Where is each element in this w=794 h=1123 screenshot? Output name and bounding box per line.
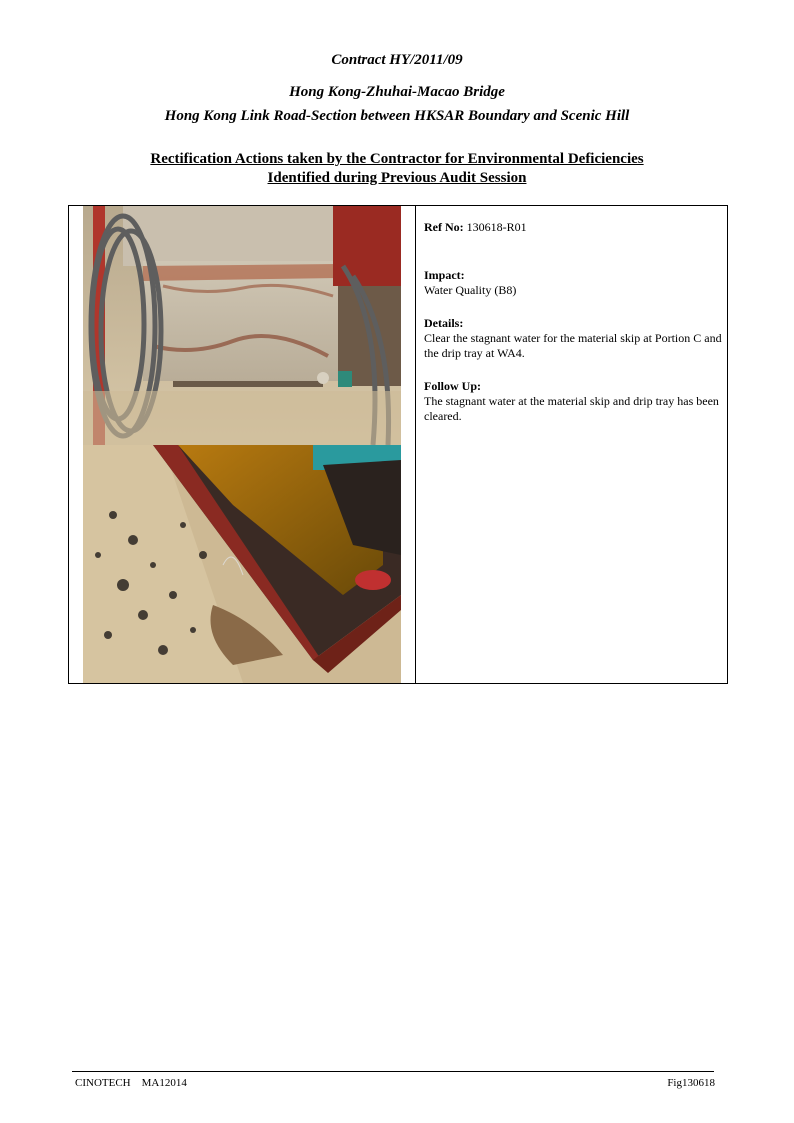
contract-number: Contract HY/2011/09 <box>331 52 463 68</box>
document-title-line2: Identified during Previous Audit Session <box>267 170 527 186</box>
rectification-table <box>68 205 728 684</box>
ref-block <box>424 220 724 235</box>
impact-label: Impact: <box>424 268 465 282</box>
photo-material-skip-image <box>83 206 401 445</box>
record-details <box>424 220 724 442</box>
followup-block <box>424 379 724 424</box>
photo-drip-tray-image <box>83 445 401 683</box>
footer-figure-number: Fig130618 <box>667 1077 715 1089</box>
footer-left <box>75 1077 187 1089</box>
followup-value: The stagnant water at the material skip and drip tray has been cleared. <box>424 394 719 423</box>
impact-block <box>424 268 724 298</box>
details-value: Clear the stagnant water for the material skip at Portion C and the drip tray at WA4. <box>424 331 722 360</box>
ref-label: Ref No: <box>424 220 464 234</box>
photo-cell <box>69 206 416 683</box>
footer-company: CINOTECH <box>75 1077 131 1089</box>
project-section: Hong Kong Link Road-Section between HKSAR Boundary and Scenic Hill <box>164 108 630 124</box>
project-name: Hong Kong-Zhuhai-Macao Bridge <box>289 84 505 100</box>
impact-value: Water Quality (B8) <box>424 283 517 297</box>
details-label: Details: <box>424 316 464 330</box>
details-block <box>424 316 724 361</box>
footer-doc-number: MA12014 <box>141 1077 187 1089</box>
photo-material-skip <box>83 206 401 445</box>
footer-divider <box>72 1071 714 1072</box>
photo-drip-tray <box>83 445 401 683</box>
followup-label: Follow Up: <box>424 379 481 393</box>
ref-value: 130618-R01 <box>466 220 527 234</box>
document-title-line1: Rectification Actions taken by the Contractor for Environmental Deficiencies <box>150 151 644 167</box>
